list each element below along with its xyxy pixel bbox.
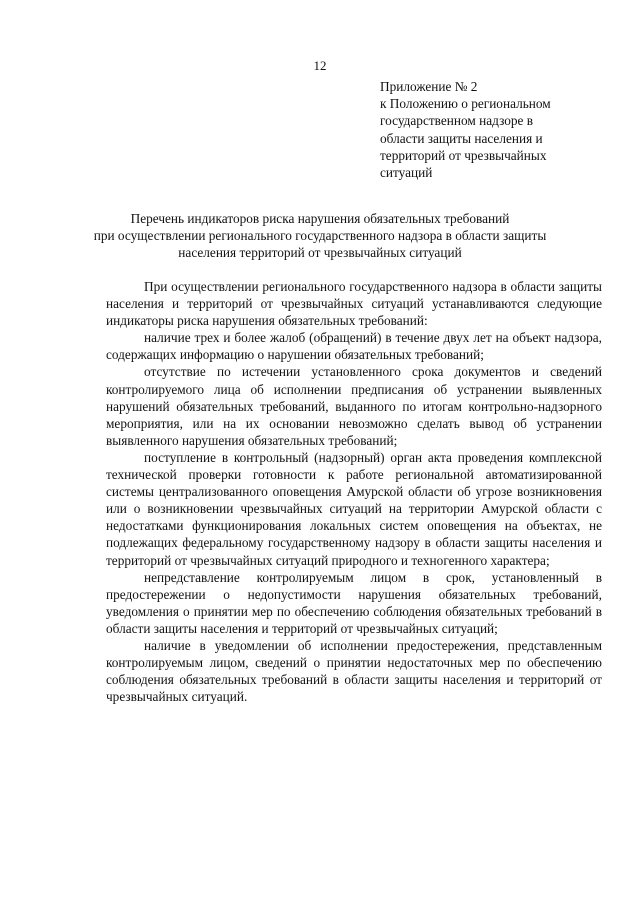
document-body xyxy=(106,278,602,705)
appendix-line: государственном надзоре в xyxy=(380,113,534,129)
indicator-item: непредставление контролируемым лицом в срок, установленный в предостережении о недопустимости нарушения обязательных требований, уведомления о принятии мер по обеспечению соблюдения обязательных требований в области защиты населения и территорий от чрезвычайных ситуаций; xyxy=(106,569,602,636)
document-title xyxy=(0,210,640,262)
indicator-item: наличие трех и более жалоб (обращений) в течение двух лет на объект надзора, содержащих информацию о нарушении обязательных требований; xyxy=(106,330,602,363)
indicator-item: отсутствие по истечении установленного срока документов и сведений контролируемого лица об исполнении предписания об устранении выявленных нарушений обязательных требований, выданного по итогам контрольно-надзорного мероприятия, или на их основании невозможно сделать вывод об устранении выявленного нарушения обязательных требований; xyxy=(106,364,602,448)
indicator-item: поступление в контрольный (надзорный) орган акта проведения комплексной технической проверки готовности к работе региональной автоматизированной системы централизованного оповещения Амурской области об угрозе возникновения или о возникновении чрезвычайных ситуаций на территории Амурской области с недостатками функционирования локальных систем оповещения на объектах, не подлежащих федеральному государственному надзору в области защиты населения и территорий от чрезвычайных ситуаций природного и техногенного характера; xyxy=(106,449,602,568)
appendix-line: к Положению о региональном xyxy=(380,96,551,112)
appendix-line: ситуаций xyxy=(380,165,433,181)
indicator-item: наличие в уведомлении об исполнении предостережения, представленным контролируемым лицом, сведений о принятии недостаточных мер по обеспечению соблюдения обязательных требований в области защиты населения и территорий от чрезвычайных ситуаций. xyxy=(106,637,602,705)
page-number: 12 xyxy=(313,58,327,73)
title-line: населения территорий от чрезвычайных ситуаций xyxy=(178,245,462,261)
appendix-line: Приложение № 2 xyxy=(380,79,478,94)
appendix-header xyxy=(380,78,620,181)
intro-paragraph: При осуществлении регионального государственного надзора в области защиты населения и территорий от чрезвычайных ситуаций устанавливаются следующие индикаторы риска нарушения обязательных требований: xyxy=(106,279,602,329)
title-line: Перечень индикаторов риска нарушения обязательных требований xyxy=(130,211,510,226)
title-line: при осуществлении регионального государственного надзора в области защиты xyxy=(93,228,547,244)
appendix-line: территорий от чрезвычайных xyxy=(380,147,547,163)
appendix-line: области защиты населения и xyxy=(380,130,543,146)
